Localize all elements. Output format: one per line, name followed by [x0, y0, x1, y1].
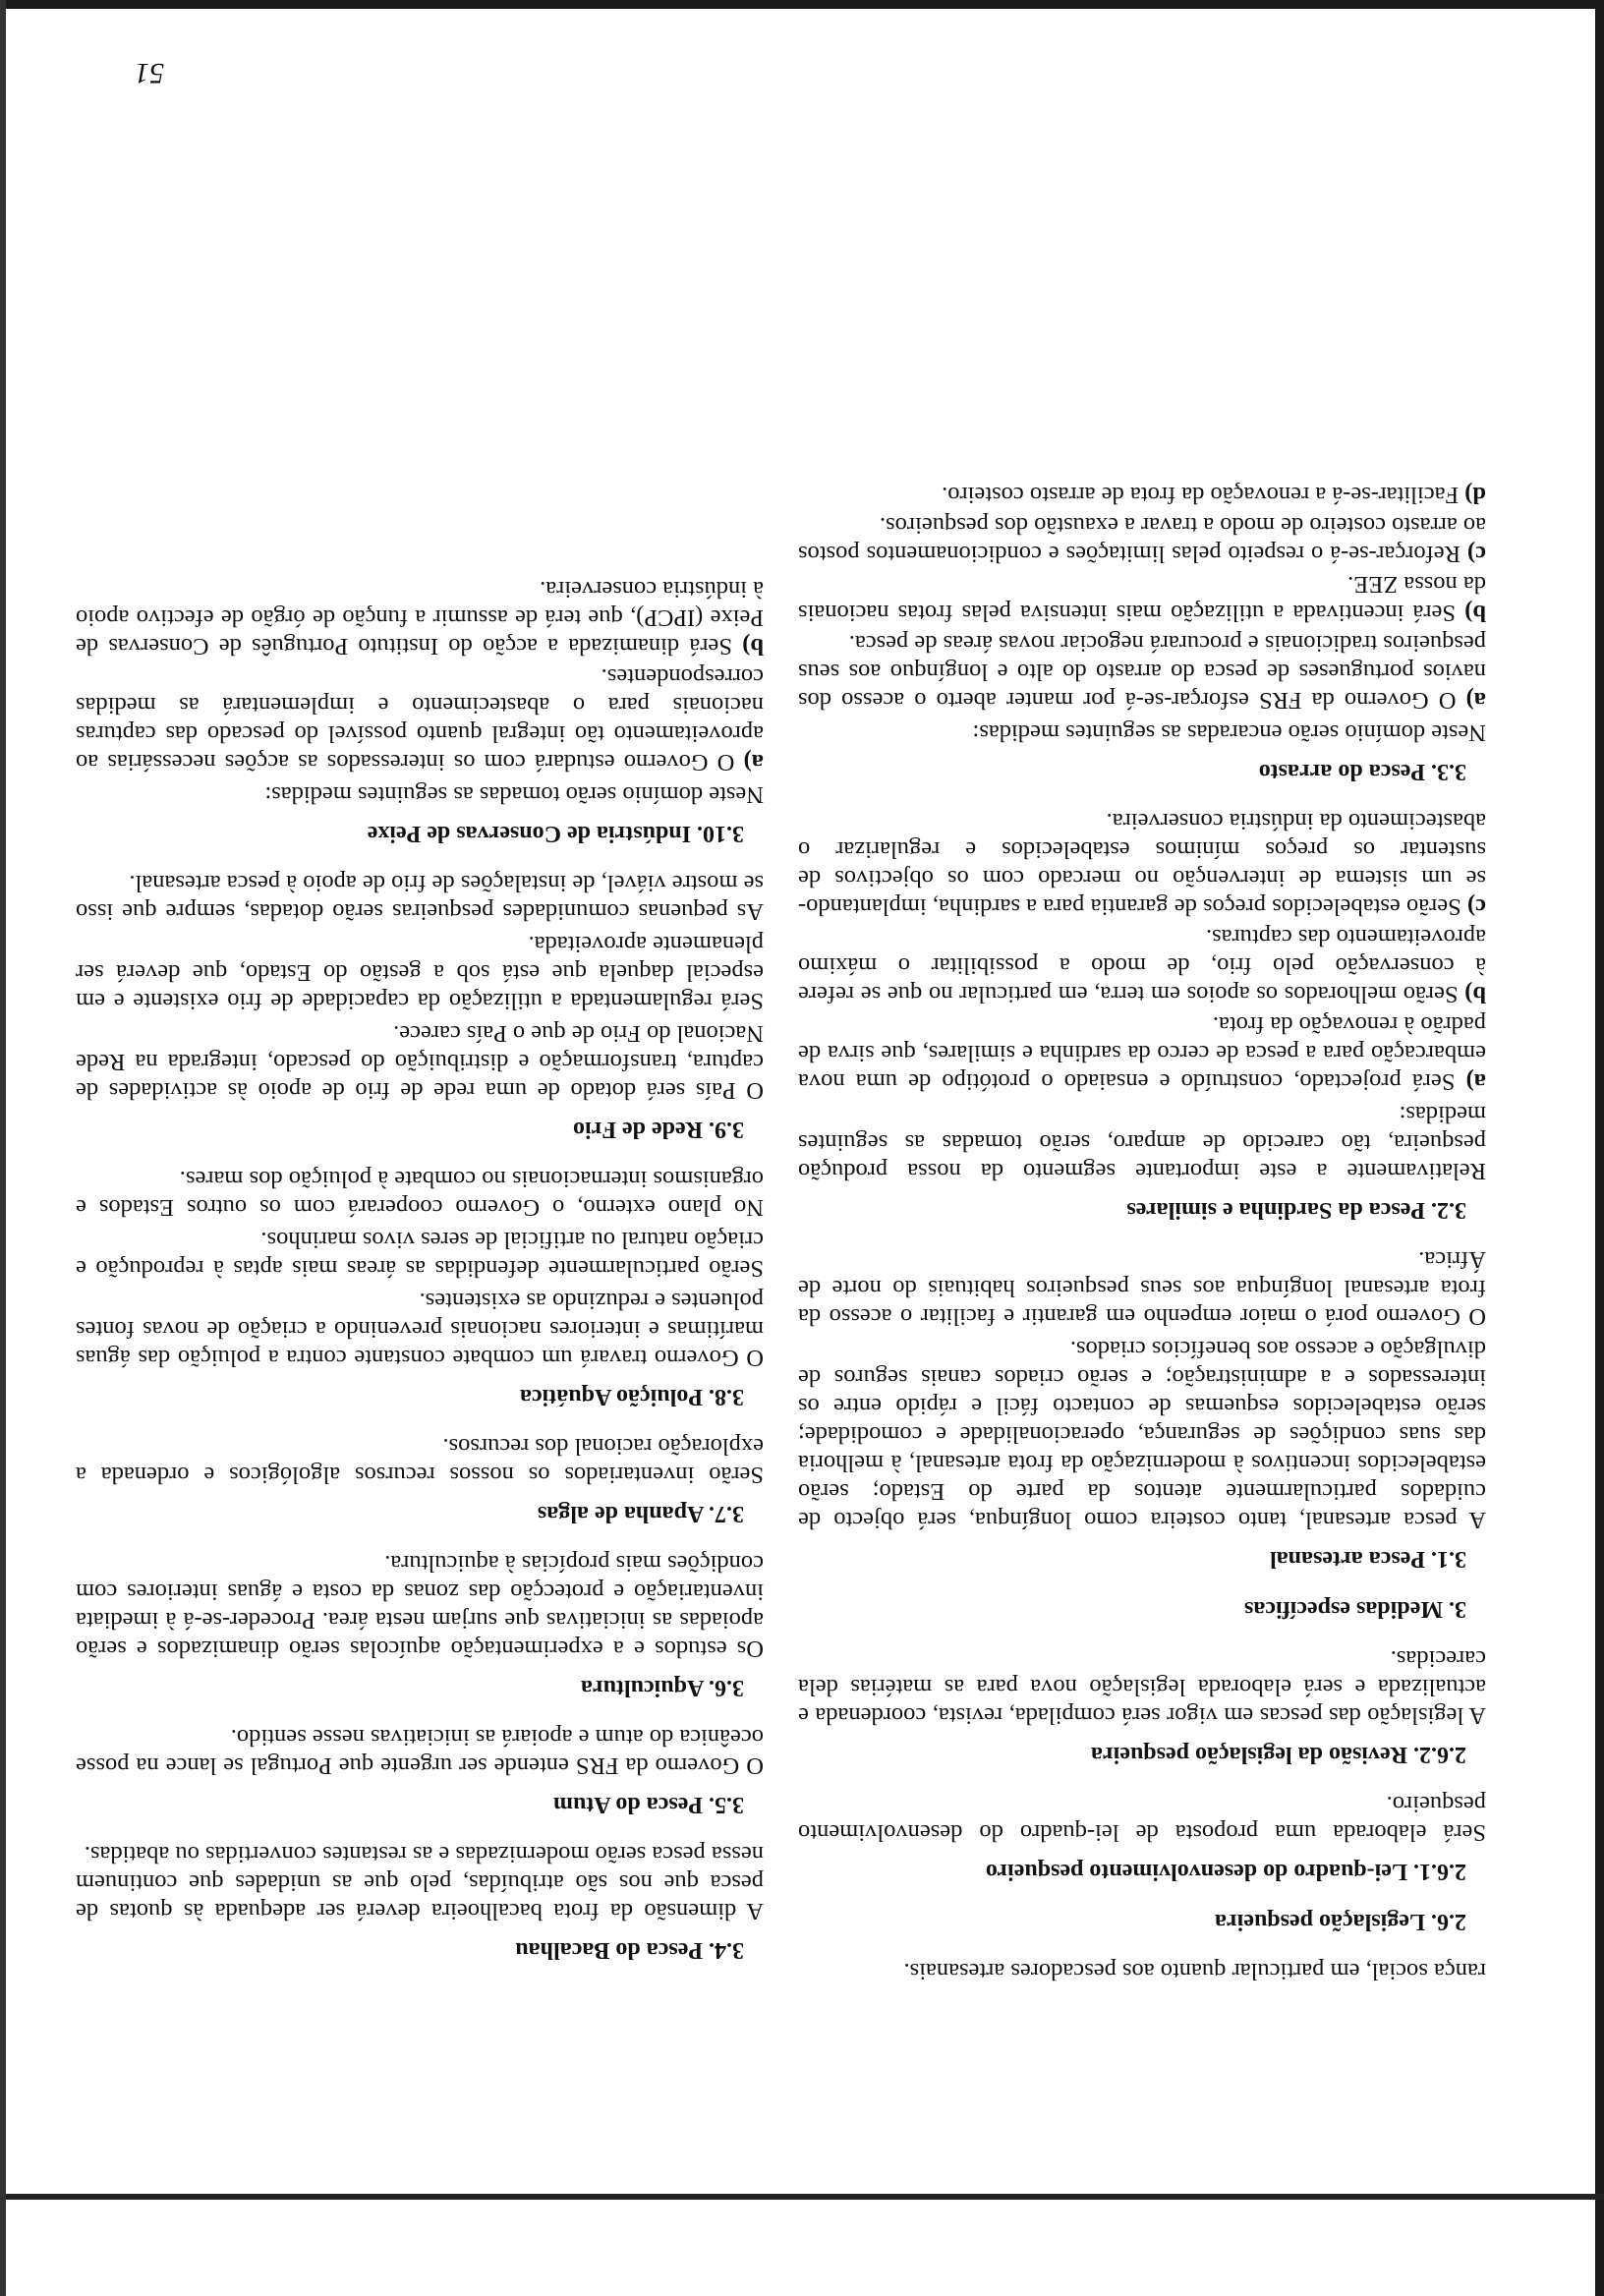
paragraph: O Governo porá o maior empenho em garantir e facilitar o acesso da frota artesanal longínqua aos seus pesqueiros habituais do norte de África. — [798, 1246, 1486, 1330]
list-item-label: a) — [743, 749, 764, 775]
section-heading: 2.6.2. Revisão da legislação pesqueira — [1091, 1742, 1466, 1767]
list-item-label: a) — [1465, 1068, 1486, 1095]
section-heading: 3.5. Pesca do Atum — [553, 1792, 744, 1817]
list-item — [798, 511, 1486, 568]
list-item — [798, 629, 1486, 715]
list-item — [798, 570, 1486, 627]
list-item-text: Reforçar-se-á o respeito pelas limitações e condicionamentos postos ao arrasto costeiro de modo a travar a exaustão dos pesqueiros. — [798, 512, 1486, 567]
list-item-text: Serão estabelecidos preços de garantia para a sardinha, implantando-se um sistema de intervenção no mercado com os objectivos de sustentar os preços mínimos estabelecidos e regularizar o abastecimento da indústria conserveira. — [798, 808, 1486, 920]
list-item — [798, 481, 1486, 509]
list-item-label: b) — [1464, 981, 1486, 1007]
paragraph: A dimensão da frota bacalhoeira deverá ser adequada às quotas de pesca que nos são atribuídas, pelo que as unidades que continuem nessa pesca serão modernizadas e as restantes convertidas ou abatidas. — [76, 1841, 764, 1924]
paragraph: Serão particularmente defendidas as áreas mais aptas à reprodução e criação natural ou artificial de seres vivos marinhos. — [76, 1227, 764, 1282]
list-item-label: a) — [1465, 687, 1486, 714]
right-column — [76, 573, 764, 1985]
list-item-text: Facilitar-se-á a renovação da frota de arrasto costeiro. — [942, 482, 1460, 508]
list-item-label: b) — [742, 633, 764, 660]
list-item-text: O Governo estudará com os interessados as acções necessárias ao aproveitamento tão integral quanto possível do pescado das capturas nacionais para o abastecimento e implementará as medidas correspondentes. — [75, 663, 764, 775]
paragraph: Os estudos e a experimentação aquícolas serão dinamizados e serão apoiadas as iniciativas que surjam nesta área. Proceder-se-á à imediata inventariação e protecção das zonas da costa e águas interiores com condições mais propícias à aquicultura. — [76, 1550, 764, 1662]
section-heading: 3.4. Pesca do Bacalhau — [515, 1937, 744, 1963]
list-item — [76, 662, 764, 776]
paragraph: No plano externo, o Governo cooperará com os outros Estados e organismos internacionais no combate à poluição dos mares. — [76, 1166, 764, 1221]
list-item-text: O Governo da FRS esforçar-se-á por manter aberto o acesso dos navios portugueses de pesca do arrasto do alto e longínquo aos seus pesqueiros tradicionais e procurará negociar novas áreas de pesca. — [797, 630, 1486, 714]
section-heading: 3.3. Pesca do arrasto — [1258, 759, 1466, 784]
list-item-text: Serão melhorados os apoios em terra, em particular no que se refere à conservação pelo frio, de modo a possibilitar o máximo aproveitamento das capturas. — [798, 924, 1486, 1007]
list-item-label: b) — [1464, 600, 1486, 626]
list-item-label: c) — [1466, 893, 1486, 920]
section-heading: 2.6. Legislação pesqueira — [1215, 1909, 1466, 1934]
section-heading: 3.6. Aquicultura — [580, 1675, 744, 1700]
paragraph: O Governo da FRS entende ser urgente que Portugal se lance na posse oceânica do atum e apoiará as iniciativas nesse sentido. — [76, 1724, 764, 1779]
paragraph: O País será dotado de uma rede de frio de apoio às actividades de captura, transformação e distribuição do pescado, integrada na Rede Nacional do Frio de que o País carece. — [76, 1020, 764, 1104]
list-item-text: Será incentivada a utilização mais intensiva pelas frotas nacionais da nossa ZEE. — [797, 571, 1486, 626]
list-item-text: Será dinamizada a acção do Instituto Português de Conservas de Peixe (IPCP), que terá de assumir a função de órgão de efectivo apoio à indústria conserveira. — [76, 576, 764, 660]
page-number: 51 — [135, 57, 164, 89]
paragraph: Relativamente a este importante segmento da nossa produção pesqueira, tão carecido de amparo, serão tomadas as seguintes medidas: — [798, 1101, 1486, 1184]
paragraph: O Governo travará um combate constante contra a poluição das águas marítimas e interiores nacionais prevenindo a criação de novas fontes poluentes e reduzindo as existentes. — [76, 1288, 764, 1371]
paragraph: A pesca artesanal, tanto costeira como longínqua, será objecto de cuidados particularmente atentos da parte do Estado; serão estabelecidos incentivos à modernização da frota artesanal, à melhoria das suas condições de segurança, operacionalidade e comodidade; serão estabelecidos esquemas de contacto fácil e rápido entre os interessados e a administração; e serão criados canais seguros de divulgação e acesso aos benefícios criados. — [798, 1336, 1486, 1533]
list-item-label: d) — [1464, 482, 1486, 508]
paragraph: Serão inventariados os nossos recursos algológicos e ordenada a exploração racional dos recursos. — [76, 1433, 764, 1488]
section-heading: 2.6.1. Lei-quadro do desenvolvimento pesqueiro — [985, 1859, 1466, 1884]
paragraph: A legislação das pescas em vigor será compilada, revista, coordenada e actualizada e será elaborada legislação nova para as matérias dela carecidas. — [798, 1645, 1486, 1729]
section-heading: 3.10. Indústria de Conservas de Peixe — [367, 821, 744, 846]
paragraph: Será elaborada uma proposta de lei-quadro do desenvolvimento pesqueiro. — [798, 1791, 1486, 1846]
left-column — [798, 479, 1486, 1985]
list-item-text: Será projectado, construído e ensaiado o protótipo de uma nova embarcação para a pesca de cerco da sardinha e similares, que sirva de padrão à renovação da frota. — [798, 1011, 1486, 1095]
section-heading: 3.9. Rede de Frio — [573, 1117, 744, 1142]
list-item — [76, 575, 764, 660]
section-heading: 3.2. Pesca da Sardinha e similares — [1126, 1197, 1466, 1223]
section-heading: 3. Medidas específicas — [1244, 1596, 1466, 1622]
section-heading: 3.7. Apanha de algas — [537, 1501, 744, 1526]
list-item — [798, 1010, 1486, 1096]
paragraph: Neste domínio serão tomadas as seguintes medidas: — [264, 781, 764, 808]
paragraph: Neste domínio serão encaradas as seguintes medidas: — [972, 719, 1486, 746]
paragraph: As pequenas comunidades pesqueiras serão dotadas, sempre que isso se mostre viável, de instalações de frio de apoio à pesca artesanal. — [76, 870, 764, 925]
paragraph: rança social, em particular quanto aos pescadores artesanais. — [903, 1958, 1486, 1984]
list-item — [798, 923, 1486, 1008]
section-heading: 3.1. Pesca artesanal — [1270, 1546, 1466, 1572]
list-item-label: c) — [1466, 541, 1486, 567]
list-item — [798, 807, 1486, 921]
paragraph: Será regulamentada a utilização da capacidade de frio existente e em especial daquela que está sob a gestão do Estado, que deverá ser plenamente aproveitada. — [76, 931, 764, 1014]
section-heading: 3.8. Poluição Aquática — [519, 1384, 744, 1409]
